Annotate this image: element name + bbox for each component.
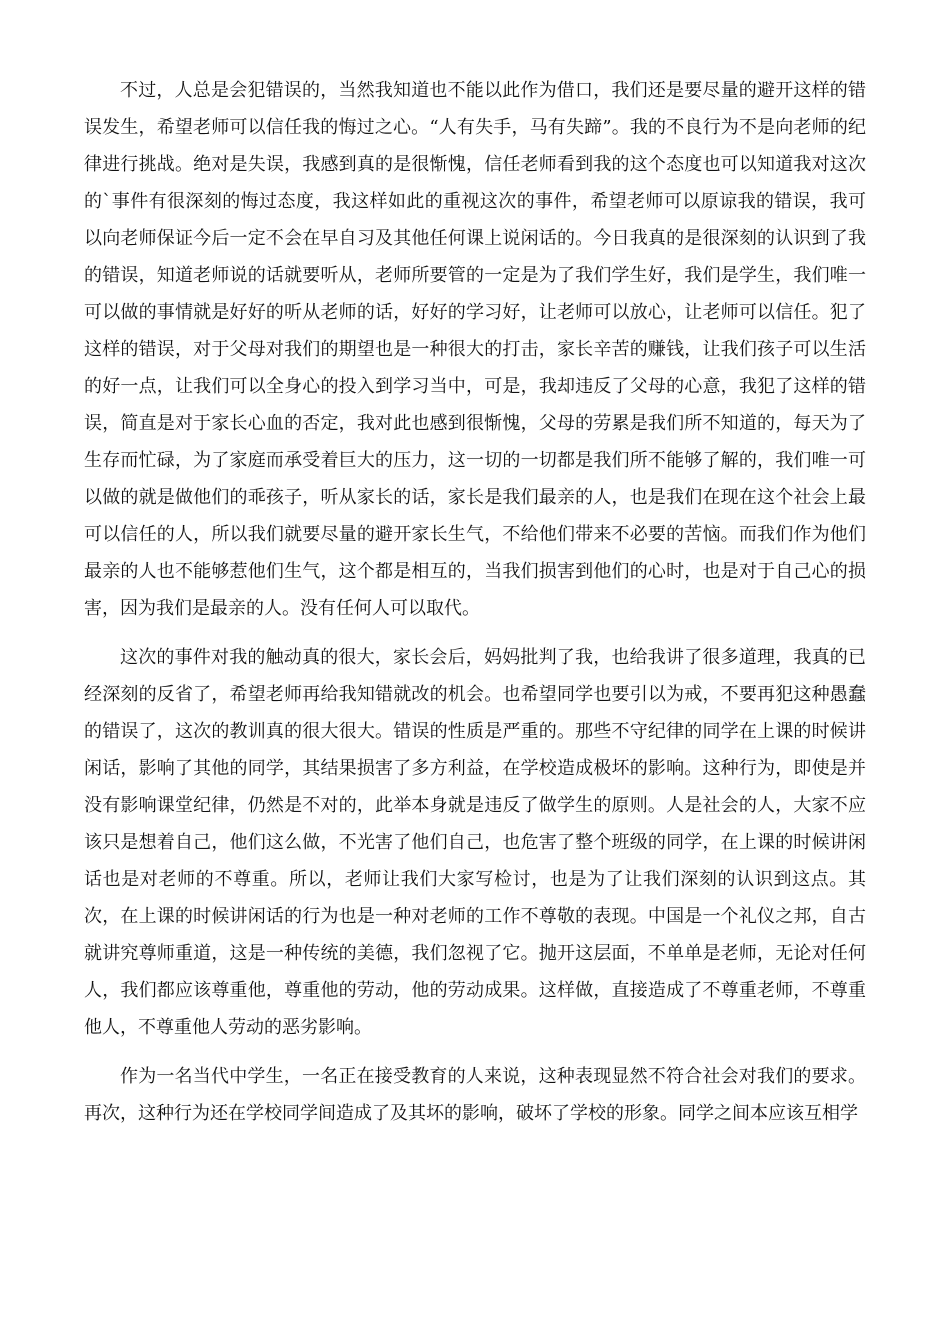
paragraph-3: 作为一名当代中学生，一名正在接受教育的人来说，这种表现显然不符合社会对我们的要求。再次，这种行为还在学校同学间造成了及其坏的影响，破坏了学校的形象。同学之间本应该互相学 bbox=[84, 1066, 866, 1124]
paragraph-2: 这次的事件对我的触动真的很大，家长会后，妈妈批判了我，也给我讲了很多道理，我真的已经深刻的反省了，希望老师再给我知错就改的机会。也希望同学也要引以为戒，不要再犯这种愚蠢的错误了，这次的教训真的很大很大。错误的性质是严重的。那些不守纪律的同学在上课的时候讲闲话，影响了其他的同学，其结果损害了多方利益，在学校造成极坏的影响。这种行为，即使是并没有影响课堂纪律，仍然是不对的，此举本身就是违反了做学生的原则。人是社会的人，大家不应该只是想着自己，他们这么做，不光害了他们自己，也危害了整个班级的同学，在上课的时候讲闲话也是对老师的不尊重。所以，老师让我们大家写检讨，也是为了让我们深刻的认识到这点。其次，在上课的时候讲闲话的行为也是一种对老师的工作不尊敬的表现。中国是一个礼仪之邦，自古就讲究尊师重道，这是一种传统的美德，我们忽视了它。抛开这层面，不单单是老师，无论对任何人，我们都应该尊重他，尊重他的劳动，他的劳动成果。这样做，直接造成了不尊重老师，不尊重他人，不尊重他人劳动的恶劣影响。 bbox=[84, 647, 866, 1038]
paragraph-1: 不过，人总是会犯错误的，当然我知道也不能以此作为借口，我们还是要尽量的避开这样的错误发生，希望老师可以信任我的悔过之心。“人有失手，马有失蹄”。我的不良行为不是向老师的纪律进行挑战。绝对是失误，我感到真的是很惭愧，信任老师看到我的这个态度也可以知道我对这次的`事件有很深刻的悔过态度，我这样如此的重视这次的事件，希望老师可以原谅我的错误，我可以向老师保证今后一定不会在早自习及其他任何课上说闲话的。今日我真的是很深刻的认识到了我的错误，知道老师说的话就要听从，老师所要管的一定是为了我们学生好，我们是学生，我们唯一可以做的事情就是好好的听从老师的话，好好的学习好，让老师可以放心，让老师可以信任。犯了这样的错误，对于父母对我们的期望也是一种很大的打击，家长辛苦的赚钱，让我们孩子可以生活的好一点，让我们可以全身心的投入到学习当中，可是，我却违反了父母的心意，我犯了这样的错误，简直是对于家长心血的否定，我对此也感到很惭愧，父母的劳累是我们所不知道的，每天为了生存而忙碌，为了家庭而承受着巨大的压力，这一切的一切都是我们所不能够了解的，我们唯一可以做的就是做他们的乖孩子，听从家长的话，家长是我们最亲的人，也是我们在现在这个社会上最可以信任的人，所以我们就要尽量的避开家长生气，不给他们带来不必要的苦恼。而我们作为他们最亲的人也不能够惹他们生气，这个都是相互的，当我们损害到他们的心时，也是对于自己心的损害，因为我们是最亲的人。没有任何人可以取代。 bbox=[84, 80, 866, 619]
